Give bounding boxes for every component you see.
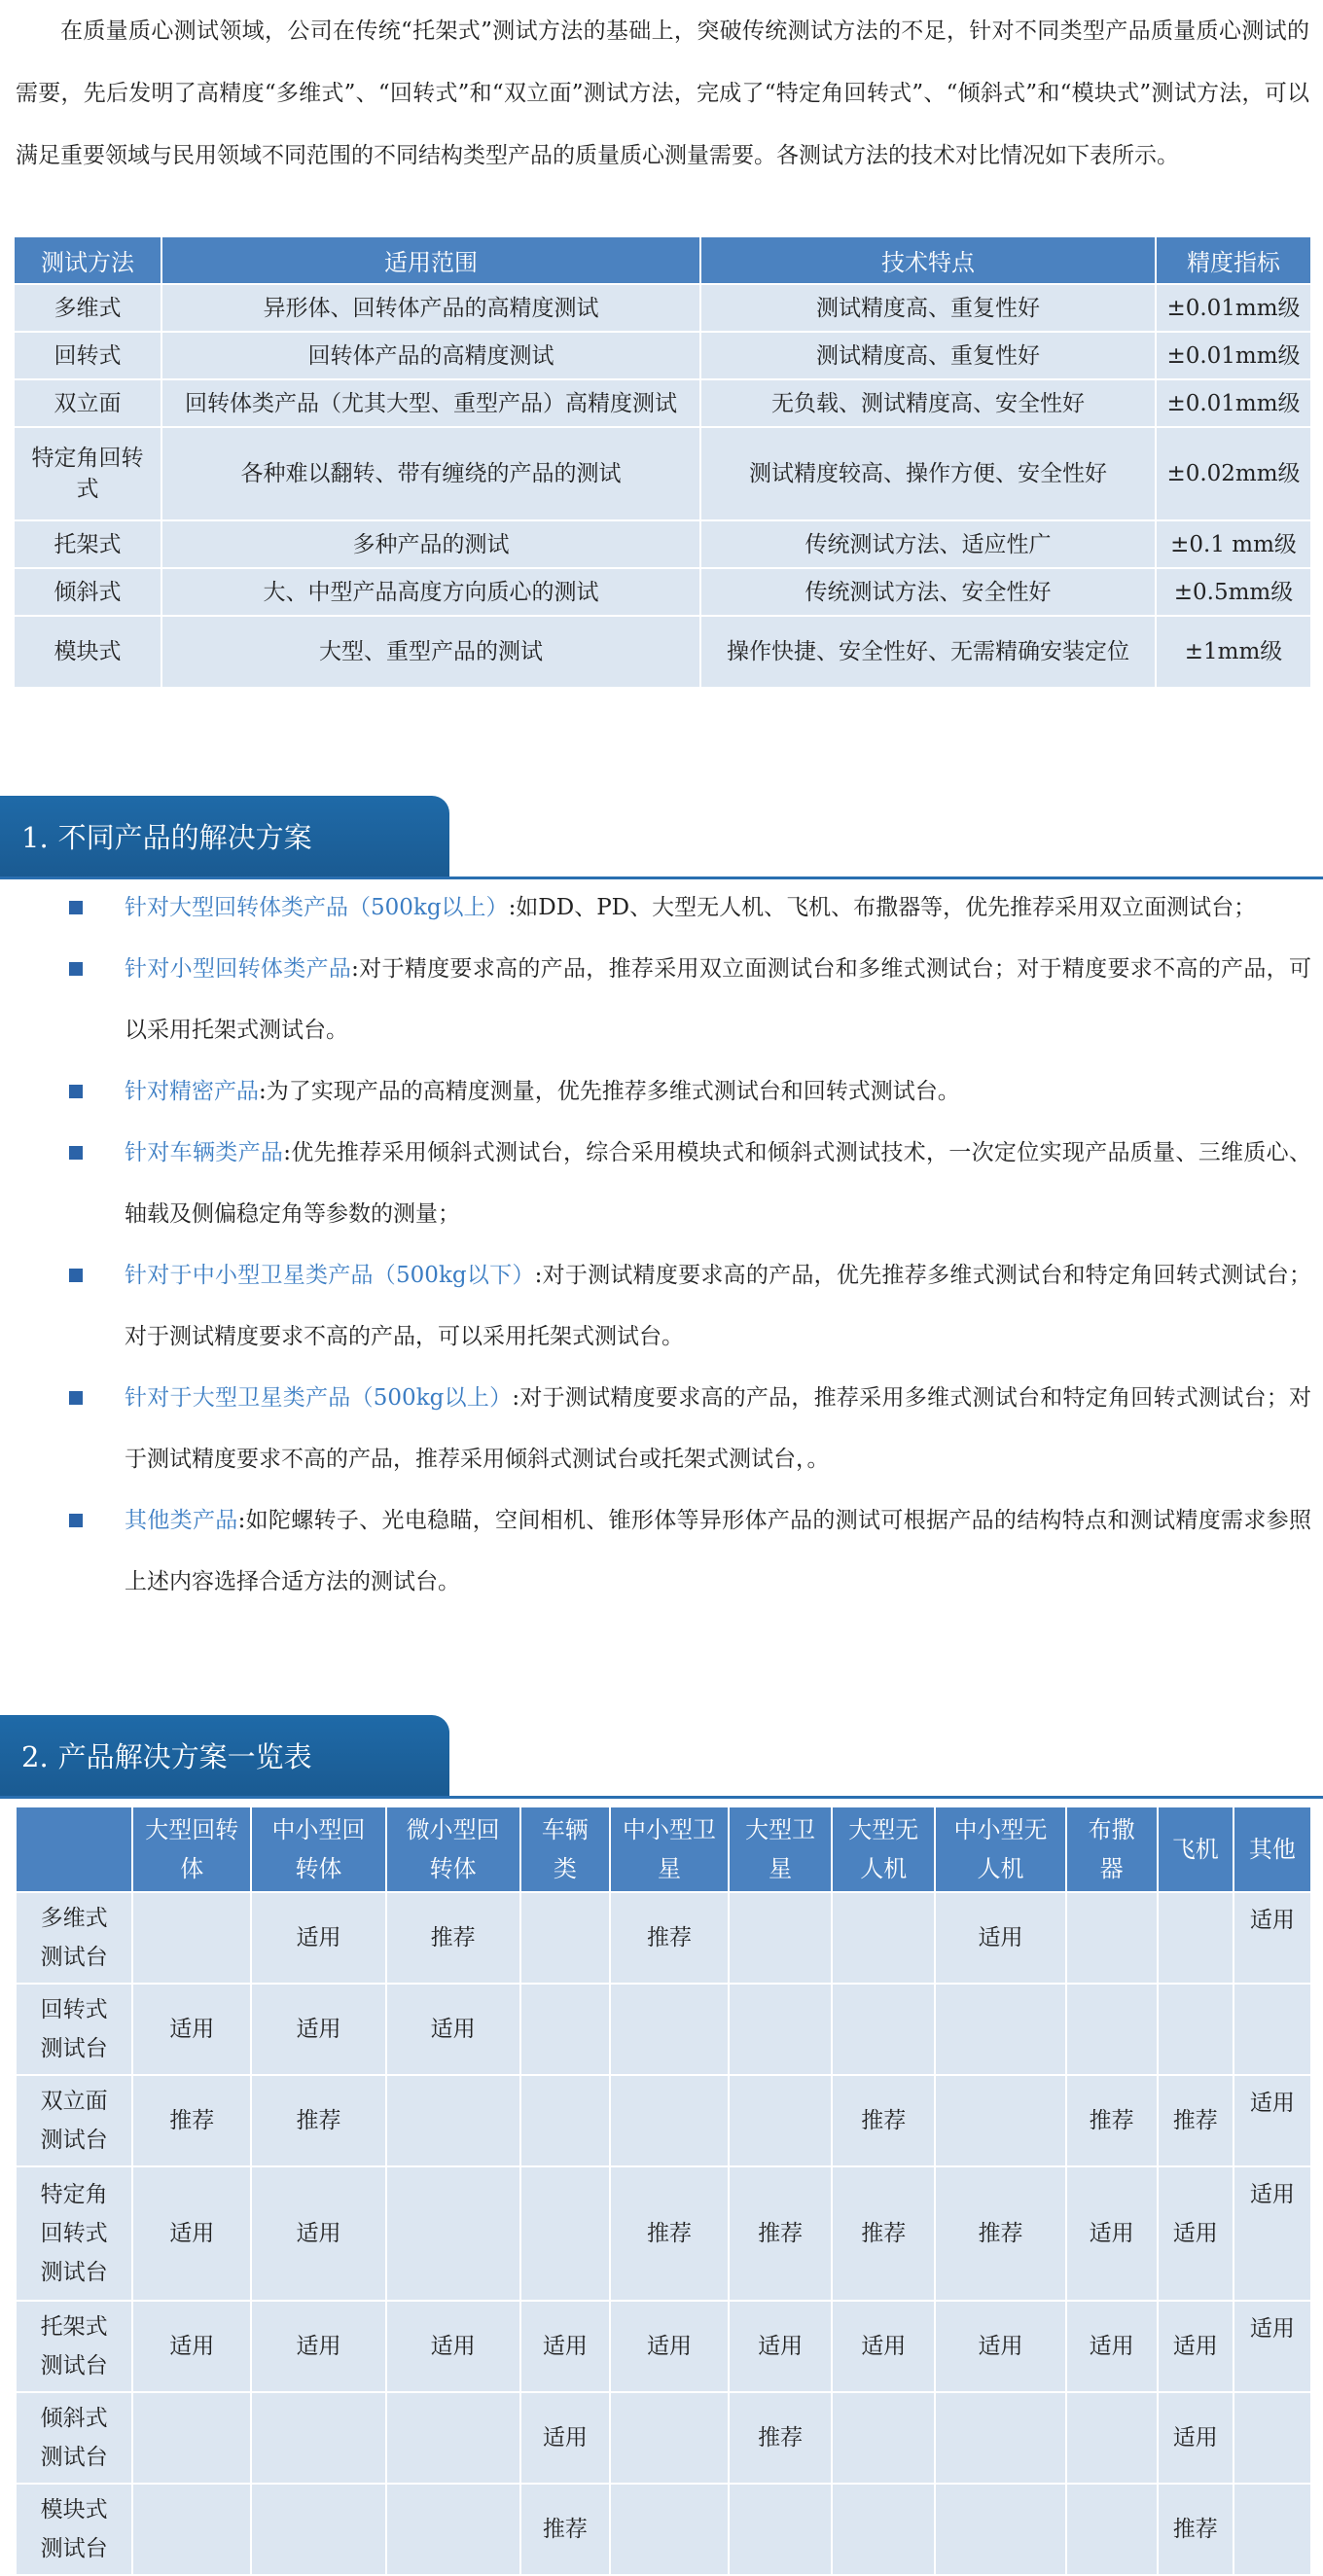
table-cell — [520, 1892, 610, 1984]
table-cell — [1066, 2392, 1158, 2484]
table-cell: 适用 — [729, 2301, 832, 2392]
table-cell: 测试精度高、重复性好 — [700, 284, 1156, 332]
table-cell — [1066, 2484, 1158, 2575]
item-text: :对于精度要求高的产品，推荐采用双立面测试台和多维式测试台；对于精度要求不高的产品，可以采用托架式测试台。 — [125, 956, 1311, 1043]
table-cell: ±0.02mm级 — [1156, 427, 1311, 520]
item-lead: 针对车辆类产品 — [125, 1140, 284, 1165]
section-number: 1. — [21, 821, 49, 854]
table-cell — [832, 2484, 935, 2575]
section-divider — [0, 1796, 1323, 1799]
table-cell — [386, 2392, 520, 2484]
column-header: 其他 — [1234, 1807, 1311, 1892]
column-header: 微小型回转体 — [386, 1807, 520, 1892]
table-cell: 推荐 — [132, 2075, 251, 2166]
row-header: 特定角回转式测试台 — [16, 2166, 132, 2301]
table-cell: ±0.5mm级 — [1156, 568, 1311, 616]
table-cell: ±0.01mm级 — [1156, 332, 1311, 379]
item-lead: 针对于中小型卫星类产品（500kg以下） — [125, 1263, 535, 1288]
table-cell: 适用 — [1158, 2301, 1234, 2392]
table-row — [16, 2166, 1311, 2301]
table-cell: 适用 — [1234, 2075, 1311, 2166]
table-cell — [729, 2484, 832, 2575]
item-text: :对于测试精度要求高的产品，推荐采用多维式测试台和特定角回转式测试台；对于测试精度要求不高的产品，推荐采用倾斜式测试台或托架式测试台，。 — [125, 1385, 1312, 1472]
table-cell — [386, 2484, 520, 2575]
item-text: :如陀螺转子、光电稳瞄，空间相机、锥形体等异形体产品的测试可根据产品的结构特点和测试精度需求参照上述内容选择合适方法的测试台。 — [125, 1508, 1311, 1594]
table-cell: 异形体、回转体产品的高精度测试 — [161, 284, 700, 332]
table-row — [16, 2075, 1311, 2166]
table-cell: 适用 — [1066, 2301, 1158, 2392]
table-row — [14, 520, 1311, 568]
table-cell: 适用 — [251, 2301, 385, 2392]
product-solutions-table — [15, 1806, 1312, 2576]
table-cell: 推荐 — [1066, 2075, 1158, 2166]
table-cell: 多种产品的测试 — [161, 520, 700, 568]
table-cell — [610, 2484, 729, 2575]
column-header: 车辆类 — [520, 1807, 610, 1892]
table-cell: 推荐 — [1158, 2075, 1234, 2166]
table-row — [14, 284, 1311, 332]
table-cell: 适用 — [132, 1984, 251, 2075]
table-cell: 适用 — [1234, 2166, 1311, 2301]
table-cell — [935, 2075, 1065, 2166]
list-item — [0, 1061, 1323, 1123]
column-header: 飞机 — [1158, 1807, 1234, 1892]
table-cell: 适用 — [935, 2301, 1065, 2392]
column-header: 中小型回转体 — [251, 1807, 385, 1892]
table-cell: 适用 — [1234, 1892, 1311, 1984]
table-cell — [132, 1892, 251, 1984]
table-row — [16, 2484, 1311, 2575]
row-header: 模块式测试台 — [16, 2484, 132, 2575]
table-cell: 推荐 — [610, 1892, 729, 1984]
intro-paragraph: 在质量质心测试领域，公司在传统“托架式”测试方法的基础上，突破传统测试方法的不足，针对不同类型产品质量质心测试的需要，先后发明了高精度“多维式”、“回转式”和“双立面”测试方法，完成了“特定角回转式”、“倾斜式”和“模块式”测试方法，可以满足重要领域与民用领域不同范围的不同结构类型产品的质量质心测量需要。各测试方法的技术对比情况如下表所示。 — [16, 18, 1309, 168]
table-cell — [729, 1984, 832, 2075]
item-lead: 其他类产品 — [125, 1508, 238, 1533]
table-cell — [251, 2484, 385, 2575]
table-cell: 适用 — [386, 1984, 520, 2075]
column-header: 中小型卫星 — [610, 1807, 729, 1892]
column-header — [16, 1807, 132, 1892]
table-cell: 特定角回转式 — [14, 427, 161, 520]
table-row — [14, 616, 1311, 688]
item-text: :为了实现产品的高精度测量，优先推荐多维式测试台和回转式测试台。 — [259, 1079, 960, 1104]
square-bullet-icon — [69, 1085, 83, 1098]
square-bullet-icon — [69, 962, 83, 976]
table-row — [14, 568, 1311, 616]
table-cell: 操作快捷、安全性好、无需精确安装定位 — [700, 616, 1156, 688]
column-header: 布撒器 — [1066, 1807, 1158, 1892]
table-cell: 推荐 — [832, 2166, 935, 2301]
table-cell: ±0.01mm级 — [1156, 284, 1311, 332]
table-header-row — [14, 236, 1311, 284]
table-cell: 适用 — [520, 2301, 610, 2392]
table-cell: 推荐 — [832, 2075, 935, 2166]
table-cell — [1066, 1984, 1158, 2075]
item-lead: 针对大型回转体类产品（500kg以上） — [125, 895, 509, 920]
table-cell — [251, 2392, 385, 2484]
section-title: 不同产品的解决方案 — [57, 821, 312, 854]
table-cell: 传统测试方法、安全性好 — [700, 568, 1156, 616]
row-header: 回转式测试台 — [16, 1984, 132, 2075]
column-header: 大型回转体 — [132, 1807, 251, 1892]
table-row — [16, 1892, 1311, 1984]
table-cell: 推荐 — [729, 2166, 832, 2301]
item-text: :对于测试精度要求高的产品，优先推荐多维式测试台和特定角回转式测试台；对于测试精度要求不高的产品，可以采用托架式测试台。 — [125, 1263, 1312, 1349]
table-cell: 推荐 — [520, 2484, 610, 2575]
table-cell: 推荐 — [251, 2075, 385, 2166]
table-cell — [520, 2075, 610, 2166]
table-cell — [729, 2075, 832, 2166]
table-row — [16, 2392, 1311, 2484]
table-cell — [132, 2392, 251, 2484]
table-cell: 适用 — [386, 2301, 520, 2392]
table-cell: 传统测试方法、适应性广 — [700, 520, 1156, 568]
table-cell: 适用 — [132, 2301, 251, 2392]
column-header: 大型卫星 — [729, 1807, 832, 1892]
table-cell — [520, 1984, 610, 2075]
table-cell — [386, 2075, 520, 2166]
table-cell — [935, 1984, 1065, 2075]
table-cell — [832, 1892, 935, 1984]
table-cell: 大、中型产品高度方向质心的测试 — [161, 568, 700, 616]
item-text: :优先推荐采用倾斜式测试台，综合采用模块式和倾斜式测试技术，一次定位实现产品质量、三维质心、轴载及侧偏稳定角等参数的测量； — [125, 1140, 1311, 1227]
table-cell: 推荐 — [729, 2392, 832, 2484]
list-item — [0, 939, 1323, 1061]
row-header: 多维式测试台 — [16, 1892, 132, 1984]
table-cell: 推荐 — [935, 2166, 1065, 2301]
list-item — [0, 1368, 1323, 1490]
table-cell: 回转式 — [14, 332, 161, 379]
table-cell: 倾斜式 — [14, 568, 161, 616]
table-cell — [1234, 2484, 1311, 2575]
table-cell — [935, 2392, 1065, 2484]
table-cell: 适用 — [1158, 2166, 1234, 2301]
table-cell: 适用 — [251, 2166, 385, 2301]
table-cell: 模块式 — [14, 616, 161, 688]
list-item — [0, 1245, 1323, 1368]
section-heading-overview — [0, 1715, 449, 1799]
row-header: 双立面测试台 — [16, 2075, 132, 2166]
table-cell: 适用 — [251, 1892, 385, 1984]
methods-comparison-table — [13, 235, 1312, 689]
table-cell: 推荐 — [1158, 2484, 1234, 2575]
row-header: 托架式测试台 — [16, 2301, 132, 2392]
table-cell: 测试精度较高、操作方便、安全性好 — [700, 427, 1156, 520]
column-header: 适用范围 — [161, 236, 700, 284]
table-cell: 推荐 — [386, 1892, 520, 1984]
list-item — [0, 877, 1323, 939]
column-header: 技术特点 — [700, 236, 1156, 284]
table-cell: 无负载、测试精度高、安全性好 — [700, 379, 1156, 427]
table-cell: 适用 — [935, 1892, 1065, 1984]
table-header-row — [16, 1807, 1311, 1892]
square-bullet-icon — [69, 1391, 83, 1405]
table-cell: 托架式 — [14, 520, 161, 568]
table-cell: ±1mm级 — [1156, 616, 1311, 688]
table-cell — [935, 2484, 1065, 2575]
table-cell: 适用 — [610, 2301, 729, 2392]
table-cell: 回转体类产品（尤其大型、重型产品）高精度测试 — [161, 379, 700, 427]
table-cell — [132, 2484, 251, 2575]
table-cell: 测试精度高、重复性好 — [700, 332, 1156, 379]
table-cell: 适用 — [832, 2301, 935, 2392]
table-cell — [610, 2392, 729, 2484]
table-cell — [1234, 2392, 1311, 2484]
section-heading-solutions — [0, 796, 449, 879]
column-header: 大型无人机 — [832, 1807, 935, 1892]
table-cell — [1234, 1984, 1311, 2075]
table-cell — [1158, 1984, 1234, 2075]
list-item — [0, 1123, 1323, 1245]
table-cell: 各种难以翻转、带有缠绕的产品的测试 — [161, 427, 700, 520]
table-row — [14, 332, 1311, 379]
table-cell — [610, 1984, 729, 2075]
column-header: 测试方法 — [14, 236, 161, 284]
table-row — [14, 427, 1311, 520]
table-cell: ±0.01mm级 — [1156, 379, 1311, 427]
table-cell: 适用 — [1158, 2392, 1234, 2484]
table-cell: 适用 — [1234, 2301, 1311, 2392]
table-cell — [610, 2075, 729, 2166]
row-header: 倾斜式测试台 — [16, 2392, 132, 2484]
table-cell — [729, 1892, 832, 1984]
table-cell — [386, 2166, 520, 2301]
table-cell — [520, 2166, 610, 2301]
table-cell: 适用 — [1066, 2166, 1158, 2301]
section-number: 2. — [21, 1740, 49, 1773]
table-cell: 适用 — [132, 2166, 251, 2301]
item-text: :如DD、PD、大型无人机、飞机、布撒器等，优先推荐采用双立面测试台； — [508, 895, 1257, 920]
table-cell: 推荐 — [610, 2166, 729, 2301]
item-lead: 针对于大型卫星类产品（500kg以上） — [125, 1385, 513, 1411]
table-cell — [1158, 1892, 1234, 1984]
table-row — [16, 2301, 1311, 2392]
table-cell — [1066, 1892, 1158, 1984]
table-cell — [832, 2392, 935, 2484]
table-cell: ±0.1 mm级 — [1156, 520, 1311, 568]
item-lead: 针对精密产品 — [125, 1079, 259, 1104]
square-bullet-icon — [69, 1514, 83, 1527]
table-cell — [832, 1984, 935, 2075]
table-row — [14, 379, 1311, 427]
table-cell: 多维式 — [14, 284, 161, 332]
section-title: 产品解决方案一览表 — [57, 1740, 312, 1773]
square-bullet-icon — [69, 1146, 83, 1160]
table-cell: 适用 — [251, 1984, 385, 2075]
item-lead: 针对小型回转体类产品 — [125, 956, 352, 982]
list-item — [0, 1490, 1323, 1613]
table-cell: 适用 — [520, 2392, 610, 2484]
solutions-list — [0, 877, 1323, 1613]
square-bullet-icon — [69, 901, 83, 914]
square-bullet-icon — [69, 1269, 83, 1282]
table-cell: 回转体产品的高精度测试 — [161, 332, 700, 379]
table-row — [16, 1984, 1311, 2075]
table-cell: 双立面 — [14, 379, 161, 427]
column-header: 精度指标 — [1156, 236, 1311, 284]
table-cell: 大型、重型产品的测试 — [161, 616, 700, 688]
column-header: 中小型无人机 — [935, 1807, 1065, 1892]
